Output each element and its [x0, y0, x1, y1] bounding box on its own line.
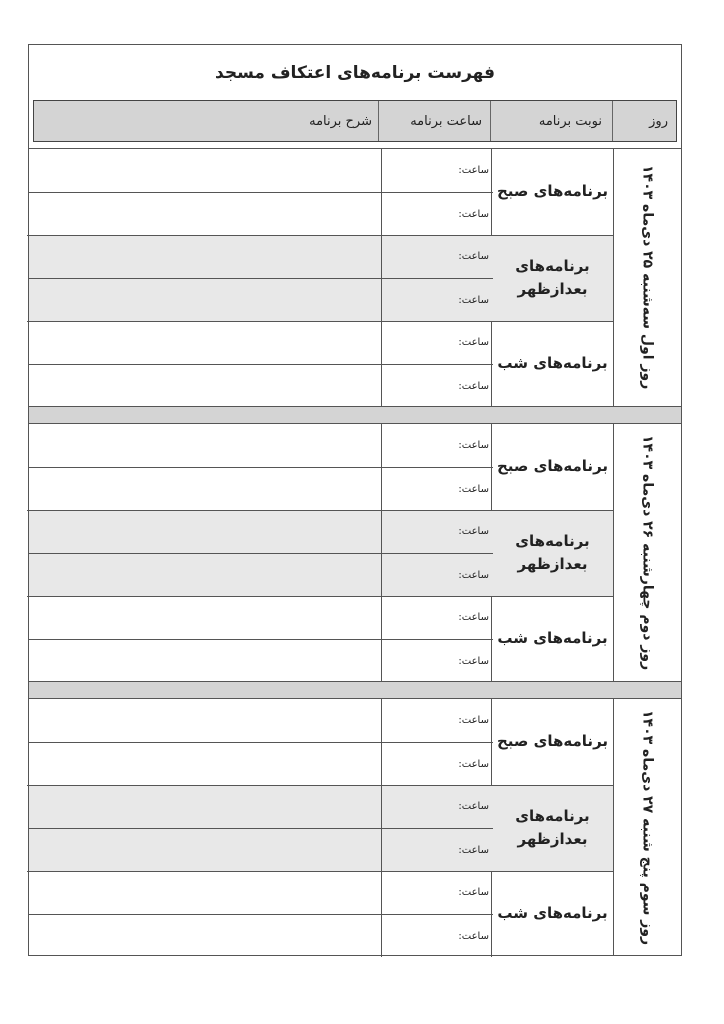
day-cell — [613, 424, 681, 681]
description-cell[interactable] — [29, 321, 381, 364]
table-row — [29, 596, 493, 639]
time-cell[interactable] — [381, 829, 493, 871]
table-row — [29, 192, 493, 235]
time-label: ساعت: — [458, 526, 489, 537]
time-cell[interactable] — [381, 785, 493, 828]
time-label: ساعت: — [458, 801, 489, 812]
time-cell[interactable] — [381, 915, 493, 957]
period-divider — [27, 596, 613, 597]
section-separator — [29, 681, 681, 698]
description-cell[interactable] — [29, 871, 381, 914]
time-cell[interactable] — [381, 279, 493, 321]
description-cell[interactable] — [29, 279, 381, 321]
time-label: ساعت: — [458, 845, 489, 856]
page-title: فهرست برنامه‌های اعتکاف مسجد — [215, 62, 496, 83]
table-row — [29, 424, 493, 467]
description-cell[interactable] — [29, 149, 381, 192]
table-row — [29, 699, 493, 742]
table-row — [29, 364, 493, 407]
section-separator — [29, 406, 681, 423]
time-label: ساعت: — [458, 209, 489, 220]
description-cell[interactable] — [29, 829, 381, 871]
day-label: روز اول سه‌شنبه ۲۵ دی‌ماه ۱۴۰۳ — [639, 165, 656, 390]
time-cell[interactable] — [381, 468, 493, 510]
time-cell[interactable] — [381, 193, 493, 235]
time-cell[interactable] — [381, 424, 493, 467]
time-label: ساعت: — [458, 484, 489, 495]
time-label: ساعت: — [458, 931, 489, 942]
description-cell[interactable] — [29, 699, 381, 742]
table-row — [29, 278, 493, 321]
description-cell[interactable] — [29, 365, 381, 407]
header-period: نوبت برنامه — [491, 101, 613, 141]
day-label: روز سوم پنج شنبه ۲۷ دی‌ماه ۱۴۰۳ — [639, 709, 656, 946]
period-cell: برنامه‌های بعدازظهر — [491, 235, 613, 321]
table-header — [33, 100, 677, 142]
day-label: روز دوم چهارشنبه ۲۶ دی‌ماه ۱۴۰۳ — [639, 434, 656, 671]
period-cell: برنامه‌های شب — [491, 321, 613, 407]
time-label: ساعت: — [458, 440, 489, 451]
period-divider — [27, 785, 613, 786]
day-section — [29, 148, 681, 406]
period-cell: برنامه‌های صبح — [491, 149, 613, 235]
table-row — [29, 742, 493, 785]
description-cell[interactable] — [29, 510, 381, 553]
time-cell[interactable] — [381, 235, 493, 278]
table-row — [29, 639, 493, 682]
time-cell[interactable] — [381, 699, 493, 742]
day-section — [29, 423, 681, 681]
description-cell[interactable] — [29, 640, 381, 682]
period-divider — [27, 235, 613, 236]
schedule-table — [28, 44, 682, 956]
time-label: ساعت: — [458, 656, 489, 667]
header-day: روز — [649, 113, 668, 129]
day-cell — [613, 699, 681, 956]
description-cell[interactable] — [29, 554, 381, 596]
header-time: ساعت برنامه — [379, 101, 491, 141]
description-cell[interactable] — [29, 468, 381, 510]
table-row — [29, 871, 493, 914]
table-row — [29, 149, 493, 192]
period-cell: برنامه‌های صبح — [491, 699, 613, 785]
period-divider — [27, 871, 613, 872]
time-cell[interactable] — [381, 554, 493, 596]
table-row — [29, 785, 493, 828]
period-cell: برنامه‌های شب — [491, 596, 613, 682]
time-label: ساعت: — [458, 715, 489, 726]
time-cell[interactable] — [381, 510, 493, 553]
time-label: ساعت: — [458, 337, 489, 348]
time-label: ساعت: — [458, 612, 489, 623]
time-label: ساعت: — [458, 759, 489, 770]
period-cell: برنامه‌های شب — [491, 871, 613, 957]
table-row — [29, 235, 493, 278]
time-label: ساعت: — [458, 165, 489, 176]
description-cell[interactable] — [29, 235, 381, 278]
table-row — [29, 553, 493, 596]
time-cell[interactable] — [381, 596, 493, 639]
time-cell[interactable] — [381, 321, 493, 364]
time-label: ساعت: — [458, 295, 489, 306]
time-cell[interactable] — [381, 871, 493, 914]
table-row — [29, 321, 493, 364]
description-cell[interactable] — [29, 193, 381, 235]
description-cell[interactable] — [29, 915, 381, 957]
table-row — [29, 914, 493, 957]
day-section — [29, 698, 681, 956]
time-label: ساعت: — [458, 251, 489, 262]
table-row — [29, 467, 493, 510]
period-cell: برنامه‌های بعدازظهر — [491, 510, 613, 596]
table-row — [29, 510, 493, 553]
time-cell[interactable] — [381, 149, 493, 192]
period-divider — [27, 321, 613, 322]
time-cell[interactable] — [381, 743, 493, 785]
description-cell[interactable] — [29, 785, 381, 828]
period-divider — [27, 510, 613, 511]
table-row — [29, 828, 493, 871]
time-label: ساعت: — [458, 381, 489, 392]
description-cell[interactable] — [29, 596, 381, 639]
description-cell[interactable] — [29, 743, 381, 785]
period-cell: برنامه‌های بعدازظهر — [491, 785, 613, 871]
header-description: شرح برنامه — [32, 101, 379, 141]
description-cell[interactable] — [29, 424, 381, 467]
time-label: ساعت: — [458, 887, 489, 898]
period-cell: برنامه‌های صبح — [491, 424, 613, 510]
time-cell[interactable] — [381, 365, 493, 407]
day-cell — [613, 149, 681, 406]
time-cell[interactable] — [381, 640, 493, 682]
time-label: ساعت: — [458, 570, 489, 581]
